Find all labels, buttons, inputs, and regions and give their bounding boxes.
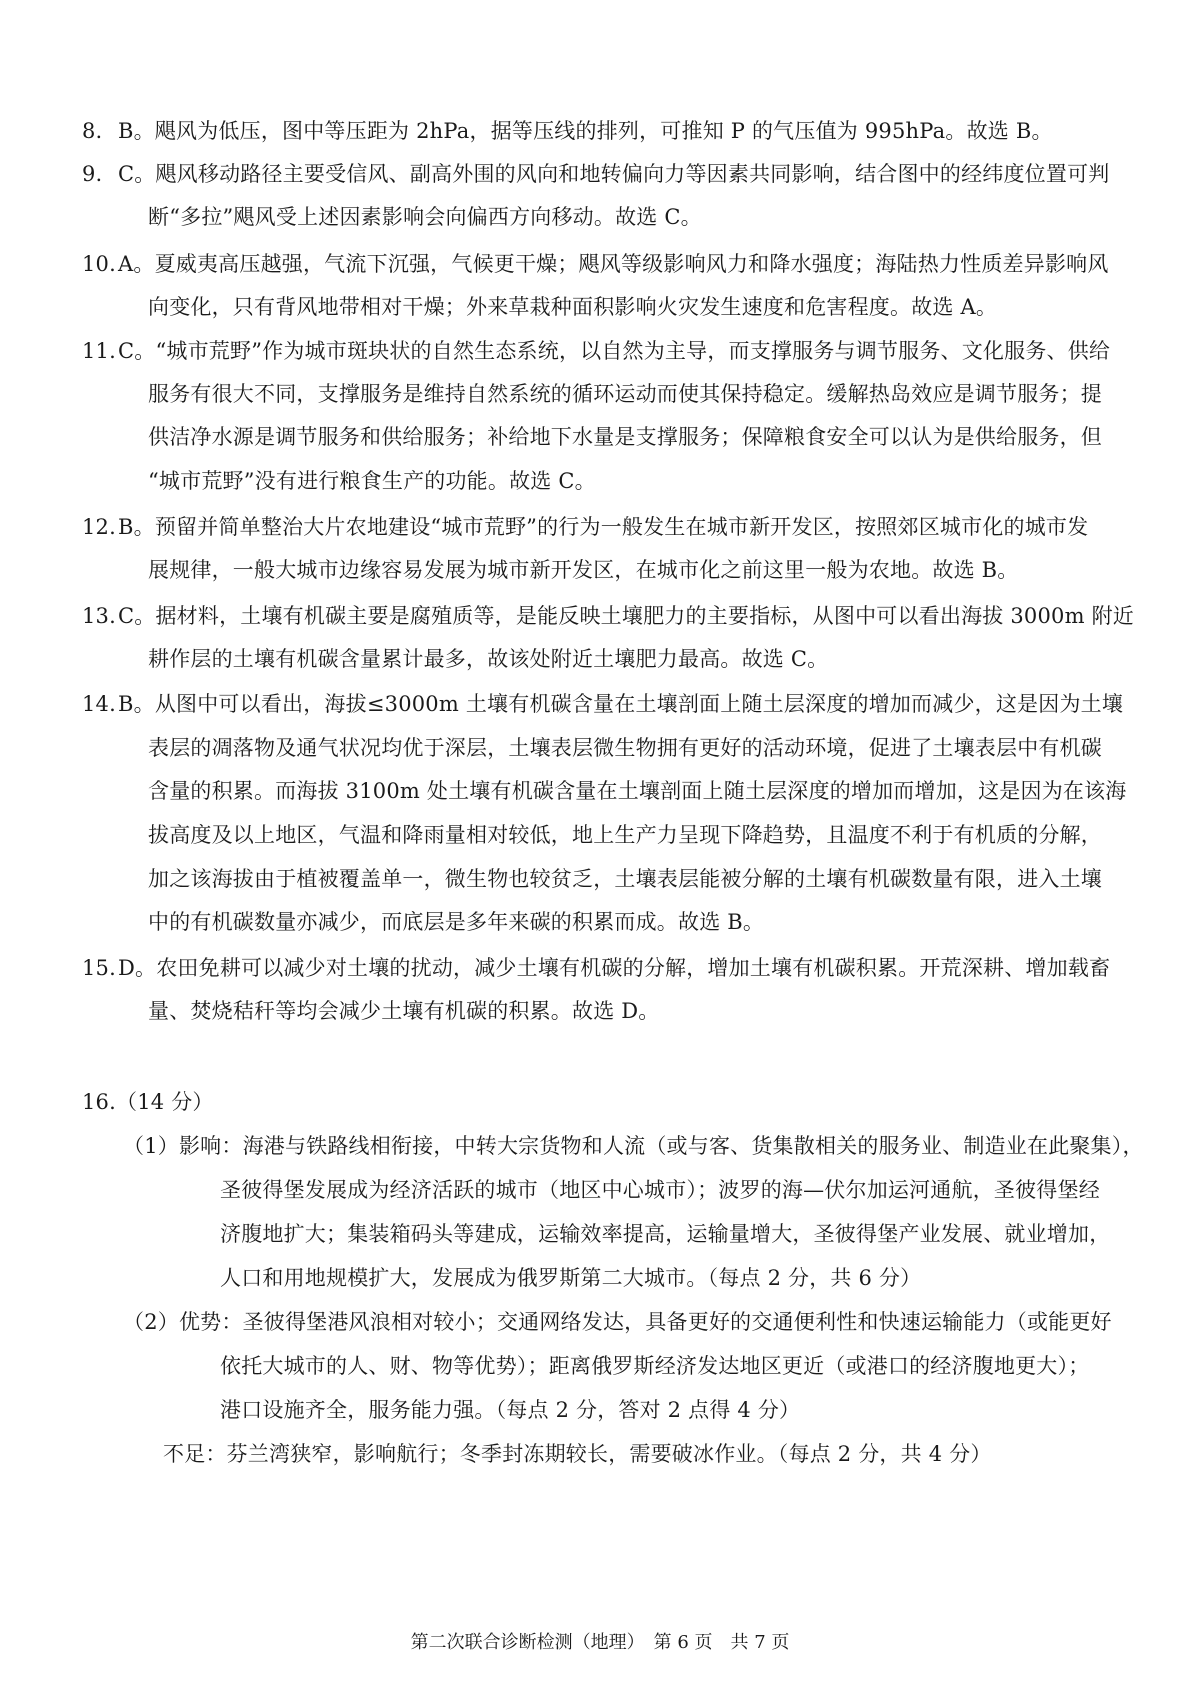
answer-11-line-1 — [82, 336, 1110, 366]
answer-text: D。农田免耕可以减少对土壤的扰动，减少土壤有机碳的分解，增加土壤有机碳积累。开荒深耕、增加载畜 — [118, 956, 1111, 980]
q16-part2-line-2: 依托大城市的人、财、物等优势）；距离俄罗斯经济发达地区更近（或港口的经济腹地更大）； — [220, 1354, 1090, 1378]
answer-number: 10. — [82, 252, 116, 276]
answer-9-line-2: 断“多拉”飓风受上述因素影响会向偏西方向移动。故选 C。 — [148, 205, 702, 229]
answer-text: B。飓风为低压，图中等压距为 2hPa，据等压线的排列，可推知 P 的气压值为 995hPa。故选 B。 — [118, 119, 1053, 143]
answer-15-line-1 — [82, 953, 1110, 983]
q16-part2-label: （2）优势： — [123, 1310, 243, 1334]
answer-10-line-1 — [82, 249, 1109, 279]
answer-11-line-2: 服务有很大不同，支撑服务是维持自然系统的循环运动而使其保持稳定。缓解热岛效应是调节服务；提 — [148, 382, 1102, 406]
q16-part1-label: （1）影响： — [123, 1134, 243, 1158]
answer-text: B。预留并简单整治大片农地建设“城市荒野”的行为一般发生在城市新开发区，按照郊区城市化的城市发 — [118, 515, 1089, 539]
answer-number: 8. — [82, 119, 103, 143]
answer-number: 13. — [82, 604, 116, 628]
answer-14-line-6: 中的有机碳数量亦减少，而底层是多年来碳的积累而成。故选 B。 — [148, 910, 765, 934]
q16-shortcoming-label: 不足： — [163, 1442, 227, 1466]
answer-10-line-2: 向变化，只有背风地带相对干燥；外来草栽种面积影响火灾发生速度和危害程度。故选 A。 — [148, 295, 998, 319]
answer-number: 14. — [82, 692, 116, 716]
answer-14-line-1 — [82, 689, 1123, 719]
answer-text: C。据材料，土壤有机碳主要是腐殖质等，是能反映土壤肥力的主要指标，从图中可以看出海拔 3000m 附近 — [118, 604, 1134, 628]
answer-number: 12. — [82, 515, 116, 539]
q16-part1-line-3: 济腹地扩大；集装箱码头等建成，运输效率提高，运输量增大，圣彼得堡产业发展、就业增加， — [220, 1222, 1111, 1246]
q16-part2-text: 圣彼得堡港风浪相对较小；交通网络发达，具备更好的交通便利性和快速运输能力（或能更好 — [242, 1310, 1112, 1334]
page-footer: 第二次联合诊断检测（地理） 第 6 页 共 7 页 — [410, 1632, 790, 1653]
answer-13-line-1 — [82, 601, 1134, 631]
answer-8-line-1 — [82, 116, 1053, 146]
q16-part1-line-1 — [123, 1131, 1144, 1161]
answer-text: A。夏威夷高压越强，气流下沉强，气候更干燥；飓风等级影响风力和降水强度；海陆热力性质差异影响风 — [118, 252, 1109, 276]
answer-14-line-3: 含量的积累。而海拔 3100m 处土壤有机碳含量在土壤剖面上随土层深度的增加而增加，这是因为在该海 — [148, 779, 1127, 803]
q16-part1-line-2: 圣彼得堡发展成为经济活跃的城市（地区中心城市）；波罗的海—伏尔加运河通航，圣彼得堡经 — [220, 1178, 1100, 1202]
answer-number: 11. — [82, 339, 116, 363]
answer-14-line-4: 拔高度及以上地区，气温和降雨量相对较低，地上生产力呈现下降趋势，且温度不利于有机质的分解， — [148, 823, 1102, 847]
answer-15-line-2: 量、焚烧秸秆等均会减少土壤有机碳的积累。故选 D。 — [148, 999, 660, 1023]
answer-number: 15. — [82, 956, 116, 980]
q16-part2-line-3: 港口设施齐全，服务能力强。（每点 2 分，答对 2 点得 4 分） — [220, 1398, 801, 1422]
answer-text: B。从图中可以看出，海拔≤3000m 土壤有机碳含量在土壤剖面上随土层深度的增加而减少，这是因为土壤 — [118, 692, 1124, 716]
answer-text: C。飓风移动路径主要受信风、副高外围的风向和地转偏向力等因素共同影响，结合图中的经纬度位置可判 — [118, 162, 1110, 186]
q16-shortcoming-line — [163, 1439, 992, 1469]
question-16-header: 16.（14 分） — [82, 1090, 214, 1114]
answer-14-line-5: 加之该海拔由于植被覆盖单一，微生物也较贫乏，土壤表层能被分解的土壤有机碳数量有限，进入土壤 — [148, 867, 1102, 891]
answer-9-line-1 — [82, 159, 1109, 189]
answer-11-line-3: 供洁净水源是调节服务和供给服务；补给地下水量是支撑服务；保障粮食安全可以认为是供给服务，但 — [148, 425, 1102, 449]
q16-shortcoming-text: 芬兰湾狭窄，影响航行；冬季封冻期较长，需要破冰作业。（每点 2 分，共 4 分） — [226, 1442, 992, 1466]
answer-12-line-2: 展规律，一般大城市边缘容易发展为城市新开发区，在城市化之前这里一般为农地。故选 B。 — [148, 558, 1019, 582]
answer-11-line-4: “城市荒野”没有进行粮食生产的功能。故选 C。 — [148, 469, 596, 493]
answer-number: 9. — [82, 162, 103, 186]
q16-part2-line-1 — [123, 1307, 1112, 1337]
answer-13-line-2: 耕作层的土壤有机碳含量累计最多，故该处附近土壤肥力最高。故选 C。 — [148, 647, 829, 671]
answer-14-line-2: 表层的凋落物及通气状况均优于深层，土壤表层微生物拥有更好的活动环境，促进了土壤表层中有机碳 — [148, 736, 1102, 760]
q16-part1-text: 海港与铁路线相衔接，中转大宗货物和人流（或与客、货集散相关的服务业、制造业在此聚集）， — [242, 1134, 1144, 1158]
answer-12-line-1 — [82, 512, 1088, 542]
q16-part1-line-4: 人口和用地规模扩大，发展成为俄罗斯第二大城市。（每点 2 分，共 6 分） — [220, 1266, 922, 1290]
answer-text: C。“城市荒野”作为城市斑块状的自然生态系统，以自然为主导，而支撑服务与调节服务、文化服务、供给 — [118, 339, 1111, 363]
